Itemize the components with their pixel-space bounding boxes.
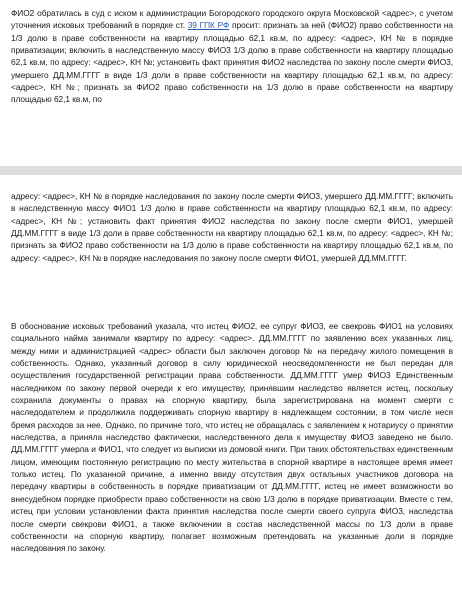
paragraph-text: ФИО2 обратилась в суд с иском к администрации Богородского городского округа Московской <адрес>, с учетом уточнения исковых требований в порядке ст.: [11, 8, 453, 31]
document-page-1: [0, 0, 462, 166]
paragraph-claim-intro: [11, 7, 453, 106]
paragraph-claim-continued: адресу: <адрес>, КН № в порядке наследования по закону после смерти ФИО3, умершего ДД.ММ.ГГГГ; включить в наследственную массу ФИО1 1/3 долю в праве собственности на квартиру площадью 62,1 кв.м, по адресу: <адрес>, КН №; установить факт принятия ФИО2 наследства по закону после смерти ФИО1, умершей ДД.ММ.ГГГГ в виде 1/3 доли в праве собственности на квартиру площадью 62,1 кв.м, по адресу: <адрес>, КН №; признать за ФИО2 право собственности на 1/3 долю в праве собственности на квартиру площадью 62,1 кв.м, по адресу: <адрес>, КН № в порядке наследования по закону после смерти ФИО1, умершей ДД.ММ.ГГГГ.: [11, 191, 453, 263]
paragraph-text-continued: просит: признать за ней (ФИО2) право собственности на 1/3 долю в праве собственности на квартиру площадью 62,1 кв.м, по адресу: <адрес>, КН № в порядке приватизации; включить в наследственную массу ФИО3 1/3 долю в праве собственности на квартиру площадью 62,1 кв.м, по адресу: <адрес>, КН №; установить факт принятия ФИО2 наследства по закону после смерти ФИО3, умершего ДД.ММ.ГГГГ в виде 1/3 доли в праве собственности на квартиру площадью 62,1 кв.м, по адресу: <адрес>, КН №; признать за ФИО2 право собственности на 1/3 долю в праве собственности на квартиру площадью 62,1 кв.м, по: [11, 20, 453, 105]
document-page-2: [0, 175, 462, 616]
paragraph-grounds: В обоснование исковых требований указала, что истец ФИО2, ее супруг ФИО3, ее свекровь ФИО1 на условиях социального найма занимали квартиру по адресу: <адрес>. ДД.ММ.ГГГГ по заявлению всех указанных лиц, между ними и администрацией <адрес> области был заключен договор № на передачу жилого помещения в собственность. Однако, указанный договор в силу юридической неосведомленности не был передан для осуществления государственной регистрации права собственности. ДД.ММ.ГГГГ умер ФИО3 Единственным наследником по закону первой очереди к его имуществу, принявшим наследство является истец, поскольку сохранила документы о правах на спорную квартиру, была зарегистрирована на момент смерти с наследодателем и продолжила поддерживать спорную квартиру в надлежащем состоянии, в том числе неся бремя расходов за нее. Однако, по причине того, что истец не обращалась с заявлением к нотариусу о принятии наследства, а приняла наследство фактически, наследственного дела к имуществу ФИО3 заведено не было. ДД.ММ.ГГГГ умерла и ФИО1, что следует из выписки из домовой книги. При таких обстоятельствах единственным лицом, имеющим постоянную регистрацию по месту жительства в спорной квартире в настоящее время имеет только истец. По указанной причине, а именно ввиду отсутствия двух остальных участников договора на передачу квартиры в собственность в порядке приватизации от ДД.ММ.ГГГГ, истец не имеет возможности во внесудебном порядке приобрести право собственности на свою 1/3 долю в порядке приватизации. Вместе с тем, истец при условии установлении факта принятия наследства после смерти своего супруга ФИО3, наследства после смерти свекрови ФИО1, а также включении в состав наследственной массы по 1/3 доли в праве собственности на спорную квартиру, полагает возможным претендовать на указанные доли в порядке наследования по закону.: [11, 321, 453, 554]
law-article-link[interactable]: 39 ГПК РФ: [187, 20, 230, 31]
